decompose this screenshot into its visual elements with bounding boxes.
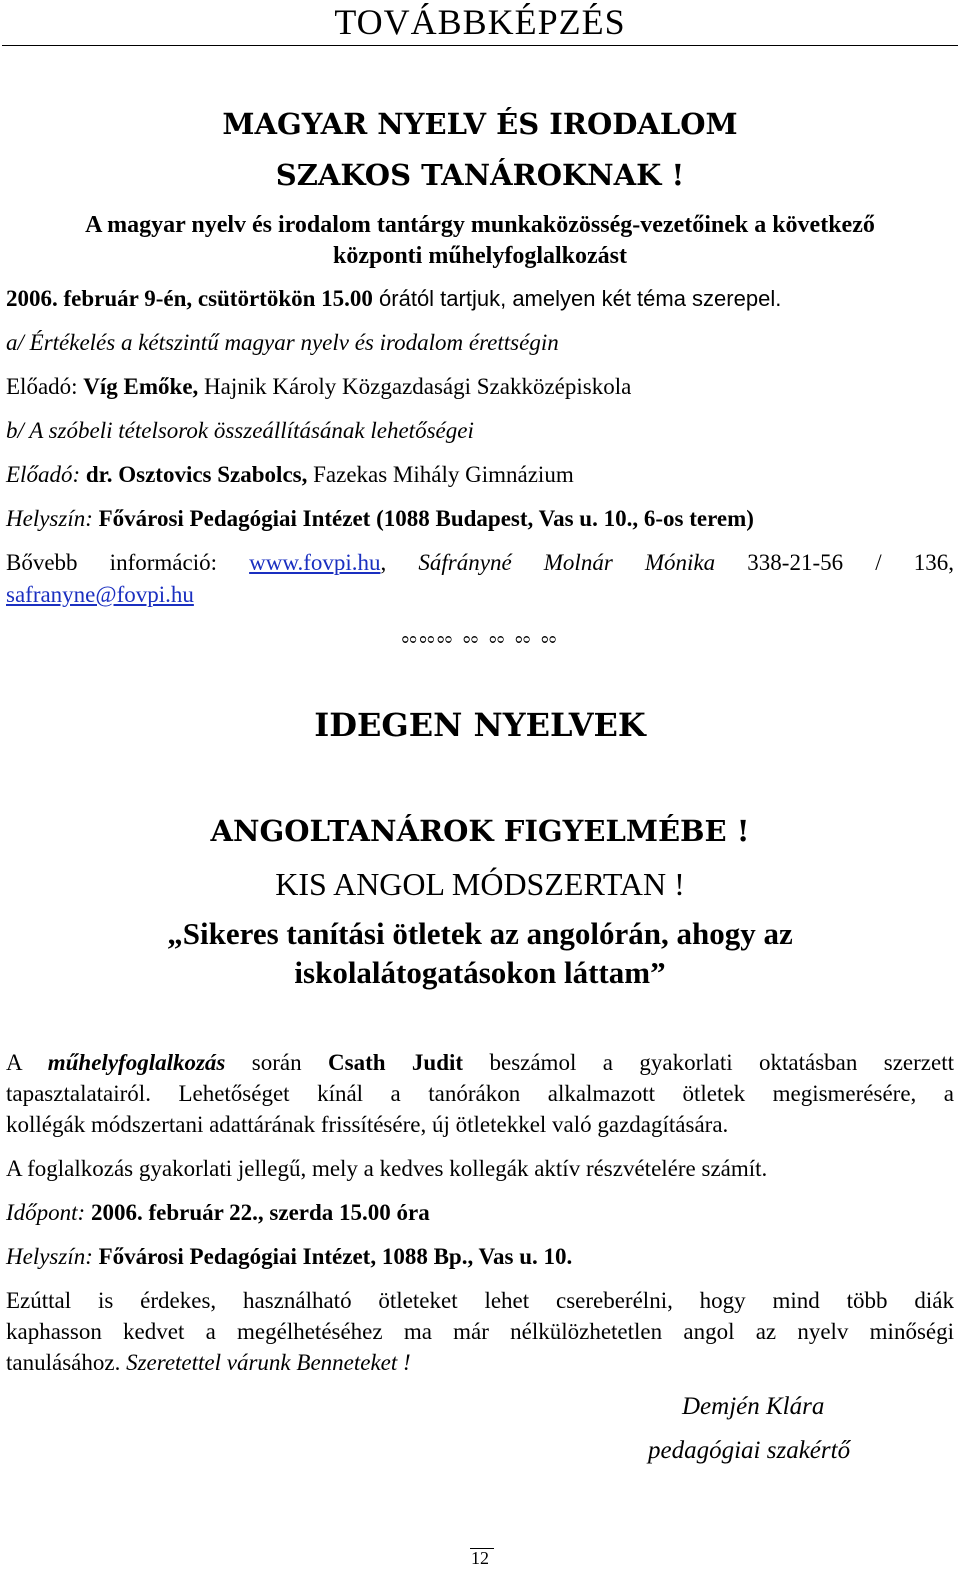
time-label: Időpont: (6, 1200, 91, 1225)
p3-text: tanulásához. (6, 1350, 127, 1375)
contact-phone: 338-21-56 / 136, (715, 550, 955, 575)
paragraph2: A foglalkozás gyakorlati jellegű, mely a kedves kollegák aktív részvételére számít. (6, 1156, 768, 1181)
paragraph3-line1: Ezúttal is érdekes, használható ötleteket lehet csereberélni, hogy mind több diák (6, 1288, 954, 1313)
contact-name: Sáfrányné Molnár Mónika (418, 550, 716, 575)
info-line (6, 548, 954, 578)
document-header: TOVÁBBKÉPZÉS (334, 2, 626, 42)
section1-heading-line1: MAGYAR NYELV ÉS IRODALOM (222, 107, 738, 141)
venue-label: Helyszín: (6, 506, 99, 531)
time-value: 2006. február 22., szerda 15.00 óra (90, 1200, 430, 1225)
section2-subheading: ANGOLTANÁROK FIGYELMÉBE ! (210, 814, 750, 848)
p3-closing: Szeretettel várunk Benneteket ! (126, 1350, 411, 1375)
venue-address: Fővárosi Pedagógiai Intézet (1088 Budapest, Vas u. 10. (98, 506, 633, 531)
section2-heading: IDEGEN NYELVEK (314, 706, 646, 744)
paragraph1-line1 (6, 1048, 954, 1078)
speaker-b-label: Előadó: (6, 462, 86, 487)
section1-venue-line (6, 504, 954, 534)
paragraph1-line3: kollégák módszertani adattárának frissítésére, új ötletekkel való gazdagítására. (6, 1112, 729, 1137)
p1-text-b: során (225, 1050, 329, 1075)
speaker-a-line (6, 372, 954, 402)
email-link[interactable]: safranyne@fovpi.hu (6, 582, 194, 607)
section2-venue-line (6, 1242, 954, 1272)
speaker-b-name: dr. Osztovics Szabolcs, (85, 462, 308, 487)
topic-b: b/ A szóbeli tételsorok összeállításának lehetőségei (6, 418, 474, 443)
speaker-b-org: Fazekas Mihály Gimnázium (307, 462, 574, 487)
quote-line1: „Sikeres tanítási ötletek az angolórán, ahogy az (167, 916, 793, 951)
p1-text-a: A (6, 1050, 48, 1075)
speaker-a-label: Előadó: (6, 374, 84, 399)
paragraph3-line2: kaphasson kedvet a megélhetéséhez ma már nélkülözhetetlen angol az nyelv minőségi (6, 1319, 954, 1344)
section1-intro-line2: központi műhelyfoglalkozást (332, 243, 628, 269)
signature-name: Demjén Klára (682, 1393, 825, 1420)
presenter-name: Csath Judit (328, 1050, 464, 1075)
program-title: KIS ANGOL MÓDSZERTAN ! (275, 866, 685, 902)
email-line (6, 580, 954, 610)
topic-a: a/ Értékelés a kétszintű magyar nyelv és irodalom érettségin (6, 330, 559, 355)
time-line (6, 1198, 954, 1228)
header-divider (2, 45, 958, 46)
speaker-a-org: Hajnik Károly Közgazdasági Szakközépiskola (198, 374, 632, 399)
event-date-rest: órától tartjuk, amelyen két téma szerepel. (372, 286, 782, 311)
paragraph1-line2: tapasztalatairól. Lehetőséget kínál a tanórákon alkalmazott ötletek megismerésére, a (6, 1081, 954, 1106)
section1-heading-line2: SZAKOS TANÁROKNAK ! (275, 158, 685, 192)
website-link[interactable]: www.fovpi.hu (249, 550, 381, 575)
speaker-b-line (6, 460, 954, 490)
signature-title: pedagógiai szakértő (648, 1437, 851, 1464)
section2-venue-label: Helyszín: (6, 1244, 99, 1269)
section2-venue-value: Fővárosi Pedagógiai Intézet, 1088 Bp., Vas u. 10. (98, 1244, 573, 1269)
paragraph3-line3 (6, 1348, 954, 1378)
ornament-divider: ೲೲೲ ೲ ೲ ೲ ೲ (401, 624, 559, 648)
p1-text-c: beszámol a gyakorlati oktatásban szerzett (463, 1050, 954, 1075)
quote-line2: iskolalátogatásokon láttam” (294, 955, 666, 990)
venue-room: , 6-os terem) (632, 506, 754, 531)
p1-workshop: műhelyfoglalkozás (47, 1050, 226, 1075)
page-number: 12 (471, 1548, 489, 1568)
event-date: 2006. február 9-én, csütörtökön 15.00 (6, 286, 373, 311)
info-comma: , (380, 550, 419, 575)
section1-date-line (6, 284, 954, 314)
section1-intro-line1: A magyar nyelv és irodalom tantárgy munkaközösség-vezetőinek a következő (85, 212, 875, 238)
info-label: Bővebb információ: (6, 550, 250, 575)
speaker-a-name: Víg Emőke, (83, 374, 199, 399)
